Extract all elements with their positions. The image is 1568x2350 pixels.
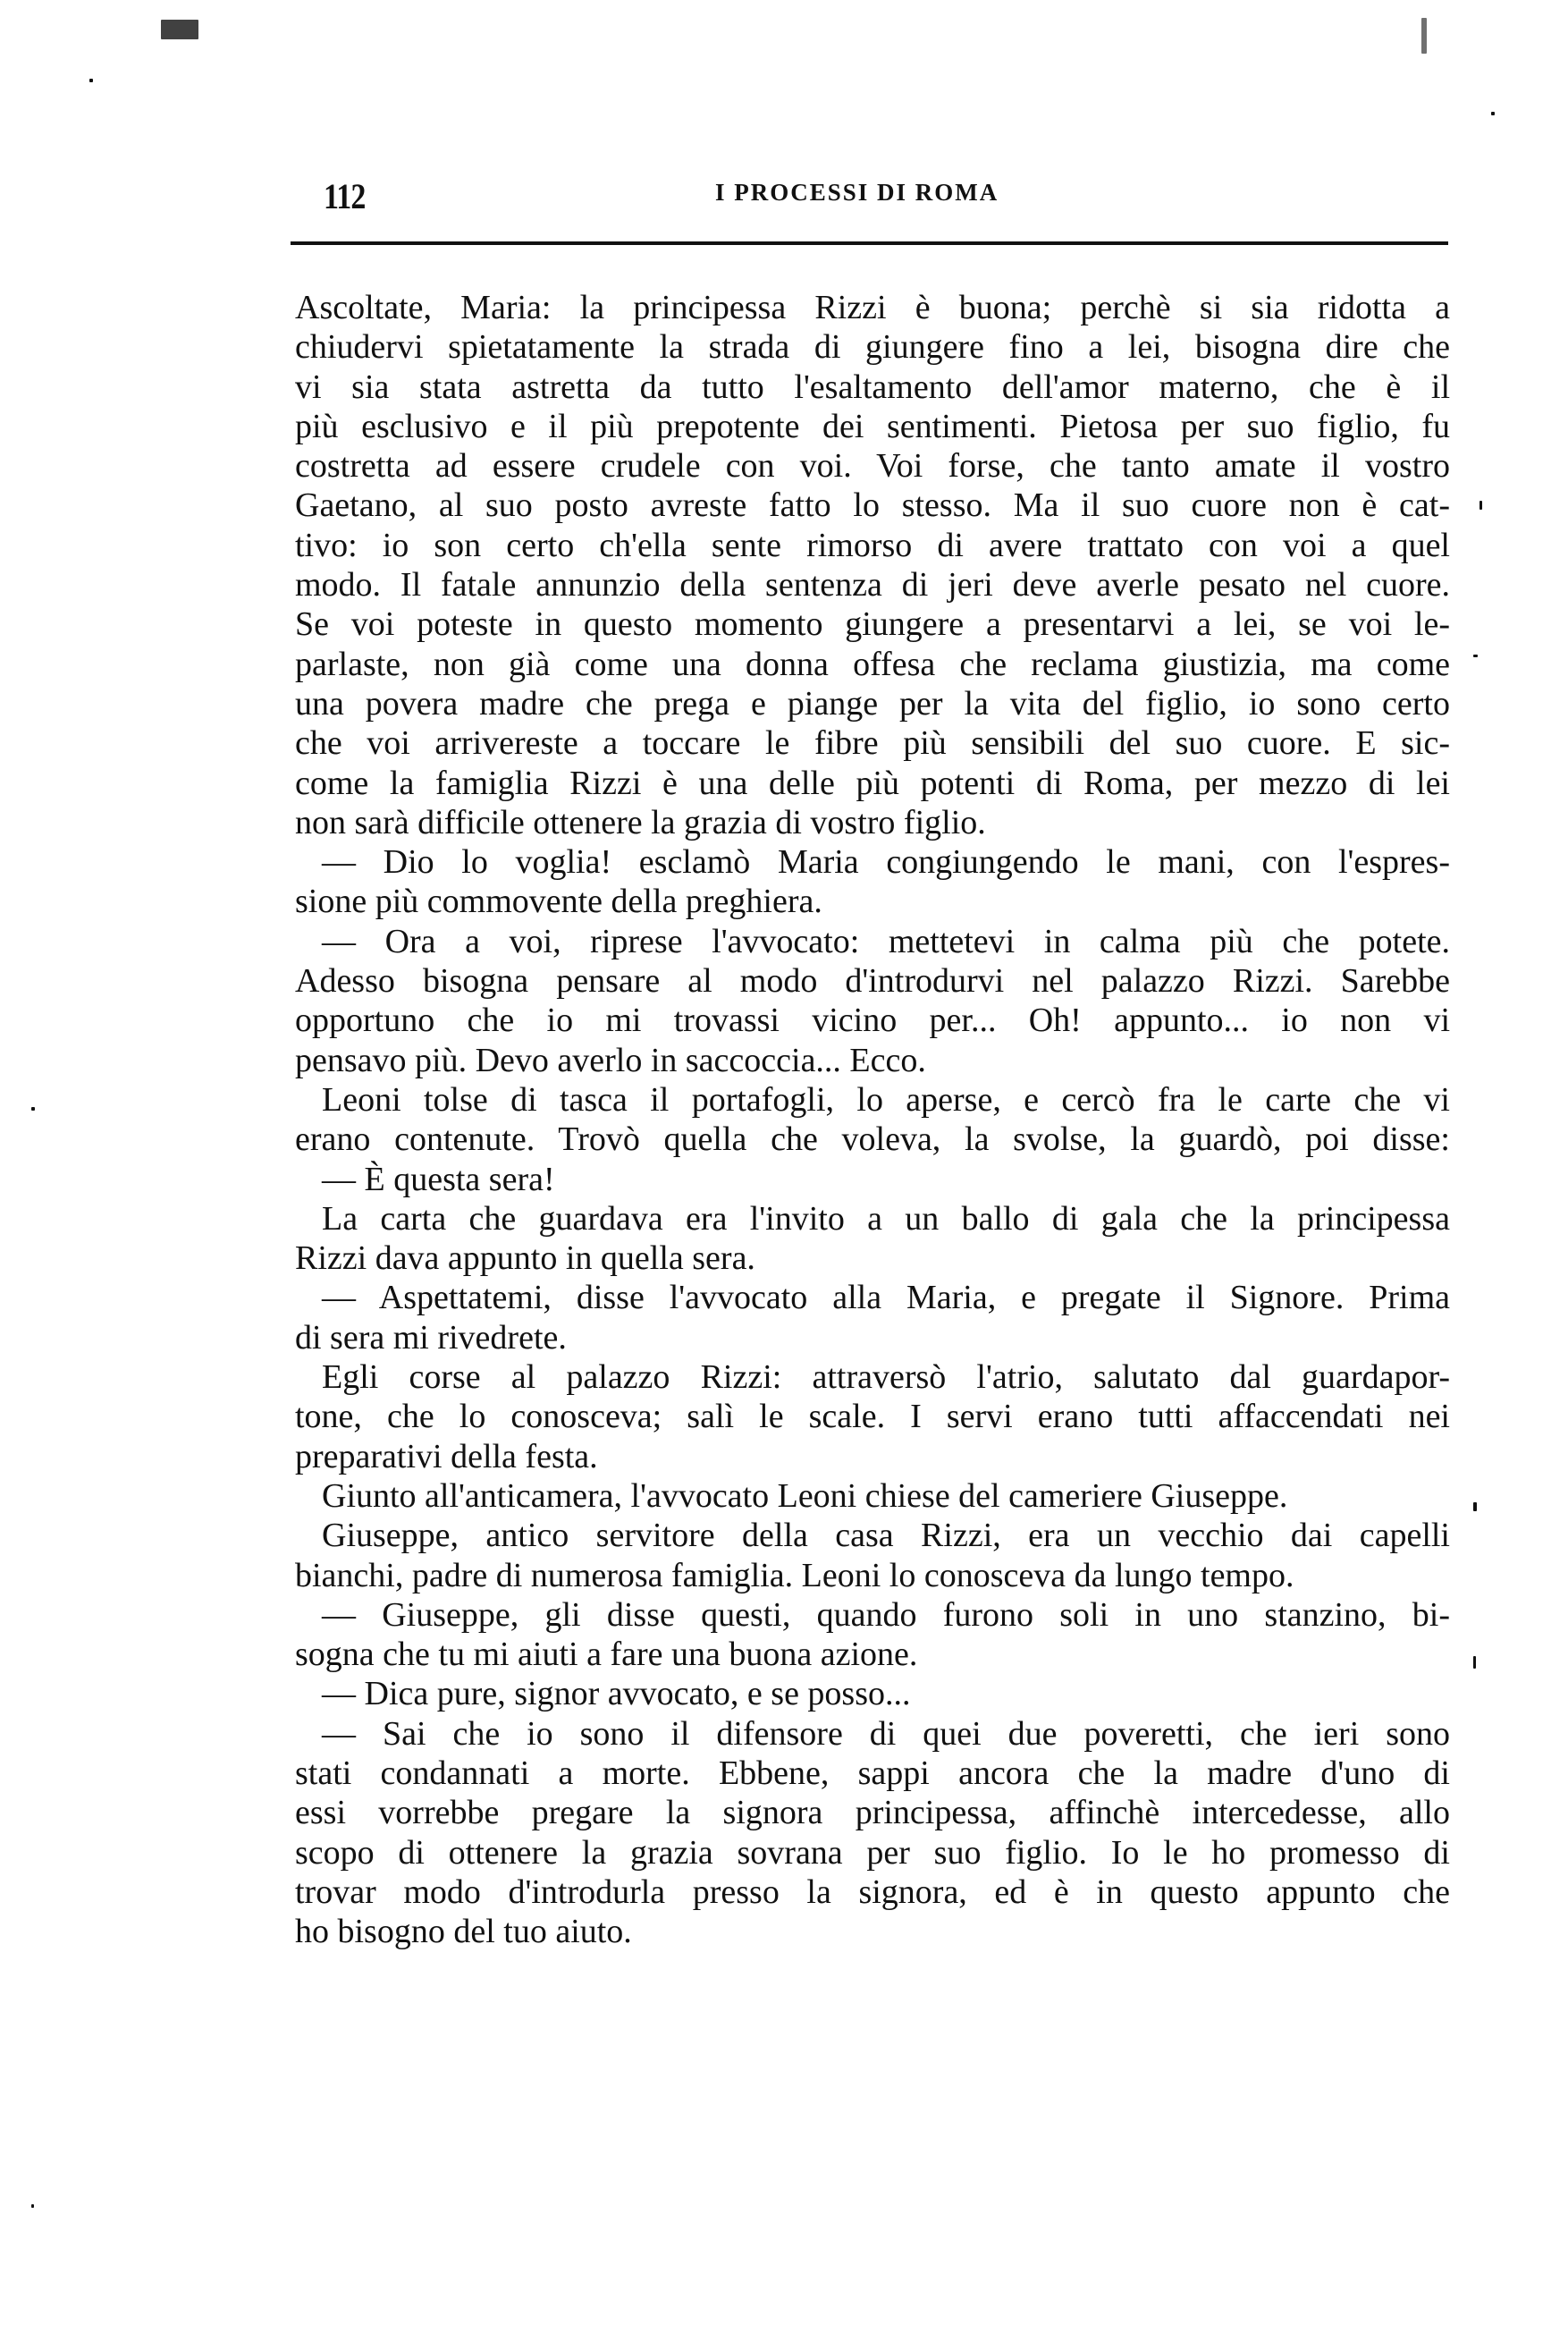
text-line: [295, 1080, 1450, 1120]
text-line: [295, 1278, 1450, 1317]
text-line-content: non sarà difficile ottenere la grazia di vostro figlio.: [295, 803, 986, 841]
page-number: 112: [324, 176, 366, 216]
text-line: [295, 1318, 1450, 1357]
text-line-content: stati condannati a morte. Ebbene, sappi ancora che la madre d'uno di: [295, 1754, 1450, 1792]
scan-speck: [31, 2204, 34, 2208]
text-line: [295, 565, 1450, 604]
text-line: [295, 368, 1450, 407]
scan-speck: [1479, 501, 1482, 510]
text-line-content: costretta ad essere crudele con voi. Voi forse, che tanto amate il vostro: [295, 447, 1450, 486]
text-line-content: vi sia stata astretta da tutto l'esaltamento dell'amor materno, che è il: [295, 368, 1450, 406]
text-line: [295, 604, 1450, 644]
text-line: [295, 961, 1450, 1001]
text-line: [295, 882, 1450, 921]
text-line: [295, 842, 1450, 882]
text-line-content: opportuno che io mi trovassi vicino per... Oh! appunto... io non vi: [295, 1002, 1450, 1040]
text-line: [295, 1120, 1450, 1159]
text-line-content: trovar modo d'introdurla presso la signora, ed è in questo appunto che: [295, 1872, 1450, 1911]
text-line-content: preparativi della festa.: [295, 1437, 598, 1475]
text-line-content: Ascoltate, Maria: la principessa Rizzi è buona; perchè si sia ridotta a: [295, 289, 1450, 326]
text-line: [295, 803, 1450, 842]
text-line-content: una povera madre che prega e piange per la vita del figlio, io sono certo: [295, 684, 1450, 723]
text-line: [295, 645, 1450, 684]
text-line: [295, 1238, 1450, 1278]
text-line-content: più esclusivo e il più prepotente dei sentimenti. Pietosa per suo figlio, fu: [295, 407, 1450, 445]
text-line: [295, 526, 1450, 565]
text-line-content: Se voi poteste in questo momento giungere a presentarvi a lei, se voi le-: [295, 605, 1450, 644]
text-line: [295, 1714, 1450, 1754]
text-line-content: La carta che guardava era l'invito a un ballo di gala che la principessa: [322, 1199, 1450, 1238]
text-line-content: chiudervi spietatamente la strada di giungere fino a lei, bisogna dire che: [295, 328, 1450, 367]
text-line-content: parlaste, non già come una donna offesa che reclama giustizia, ma come: [295, 645, 1450, 683]
text-line-content: sogna che tu mi aiuti a fare una buona azione.: [295, 1636, 918, 1674]
text-line: [295, 1833, 1450, 1872]
text-line: [295, 764, 1450, 803]
text-line: [295, 1754, 1450, 1793]
text-line: [295, 1199, 1450, 1238]
text-line: [295, 486, 1450, 525]
scan-speck: [1473, 1656, 1476, 1669]
text-line-content: scopo di ottenere la grazia sovrana per suo figlio. Io le ho promesso di: [295, 1833, 1450, 1872]
scan-speck: [31, 1107, 35, 1111]
text-line: [295, 922, 1450, 961]
text-line-content: ho bisogno del tuo aiuto.: [295, 1913, 632, 1951]
text-line-content: Egli corse al palazzo Rizzi: attraversò l'atrio, salutato dal guardapor-: [322, 1358, 1450, 1397]
text-line-content: modo. Il fatale annunzio della sentenza di jeri deve averle pesato nel cuore.: [295, 566, 1450, 604]
text-line-content: — Giuseppe, gli disse questi, quando furono soli in uno stanzino, bi-: [322, 1595, 1450, 1634]
text-line-content: Giuseppe, antico servitore della casa Rizzi, era un vecchio dai capelli: [322, 1517, 1450, 1555]
text-line: [295, 684, 1450, 723]
text-line: [295, 1872, 1450, 1912]
text-line-content: — Sai che io sono il difensore di quei due poveretti, che ieri sono: [322, 1714, 1450, 1753]
text-line-content: bianchi, padre di numerosa famiglia. Leoni lo conosceva da lungo tempo.: [295, 1556, 1294, 1594]
text-line: [295, 1516, 1450, 1555]
text-line-content: Rizzi dava appunto in quella sera.: [295, 1239, 755, 1278]
text-line: [295, 327, 1450, 367]
scan-speck: [1473, 1502, 1477, 1511]
text-line-content: come la famiglia Rizzi è una delle più potenti di Roma, per mezzo di lei: [295, 764, 1450, 802]
text-line: [295, 1437, 1450, 1476]
text-line: [295, 1595, 1450, 1635]
text-line: [295, 446, 1450, 486]
body-text: [295, 288, 1450, 1951]
text-line: [295, 1556, 1450, 1595]
text-line: [295, 1041, 1450, 1080]
text-line-content: sione più commovente della preghiera.: [295, 883, 822, 921]
text-line-content: — Aspettatemi, disse l'avvocato alla Maria, e pregate il Signore. Prima: [322, 1279, 1450, 1317]
text-line: [295, 1635, 1450, 1674]
text-line-content: di sera mi rivedrete.: [295, 1318, 567, 1357]
text-line: [295, 1160, 1450, 1199]
text-line: [295, 407, 1450, 446]
text-line-content: — Dio lo voglia! esclamò Maria congiungendo le mani, con l'espres-: [322, 843, 1450, 882]
text-line-content: erano contenute. Trovò quella che voleva, la svolse, la guardò, poi disse:: [295, 1120, 1450, 1159]
text-line: [295, 1397, 1450, 1436]
header-rule: [291, 241, 1448, 245]
text-line-content: che voi arrivereste a toccare le fibre più sensibili del suo cuore. E sic-: [295, 724, 1450, 763]
text-line-content: Adesso bisogna pensare al modo d'introdurvi nel palazzo Rizzi. Sarebbe: [295, 962, 1450, 1001]
running-title: I PROCESSI DI ROMA: [715, 179, 999, 206]
text-line-content: Leoni tolse di tasca il portafogli, lo aperse, e cercò fra le carte che vi: [322, 1080, 1450, 1119]
text-line-content: Giunto all'anticamera, l'avvocato Leoni chiese del cameriere Giuseppe.: [322, 1476, 1288, 1515]
text-line-content: essi vorrebbe pregare la signora principessa, affinchè intercedesse, allo: [295, 1794, 1450, 1832]
text-line: [295, 1476, 1450, 1516]
text-line: [295, 723, 1450, 763]
text-line-content: tivo: io son certo ch'ella sente rimorso di avere trattato con voi a quel: [295, 526, 1450, 564]
text-line: [295, 1674, 1450, 1713]
scan-speck: [1421, 18, 1427, 54]
scan-speck: [1491, 112, 1495, 115]
text-line: [295, 1912, 1450, 1951]
scan-speck: [1473, 655, 1478, 657]
text-line: [295, 1357, 1450, 1397]
text-line-content: Gaetano, al suo posto avreste fatto lo stesso. Ma il suo cuore non è cat-: [295, 486, 1450, 525]
text-line-content: pensavo più. Devo averlo in saccoccia... Ecco.: [295, 1041, 926, 1079]
scan-speck: [161, 20, 198, 39]
scan-speck: [89, 79, 93, 82]
text-line-content: — È questa sera!: [322, 1160, 555, 1198]
text-line-content: tone, che lo conosceva; salì le scale. I servi erano tutti affaccendati nei: [295, 1398, 1450, 1436]
text-line: [295, 288, 1450, 327]
text-line: [295, 1793, 1450, 1832]
text-line-content: — Dica pure, signor avvocato, e se posso...: [322, 1675, 911, 1713]
text-line-content: — Ora a voi, riprese l'avvocato: mettetevi in calma più che potete.: [322, 922, 1450, 960]
text-line: [295, 1001, 1450, 1040]
